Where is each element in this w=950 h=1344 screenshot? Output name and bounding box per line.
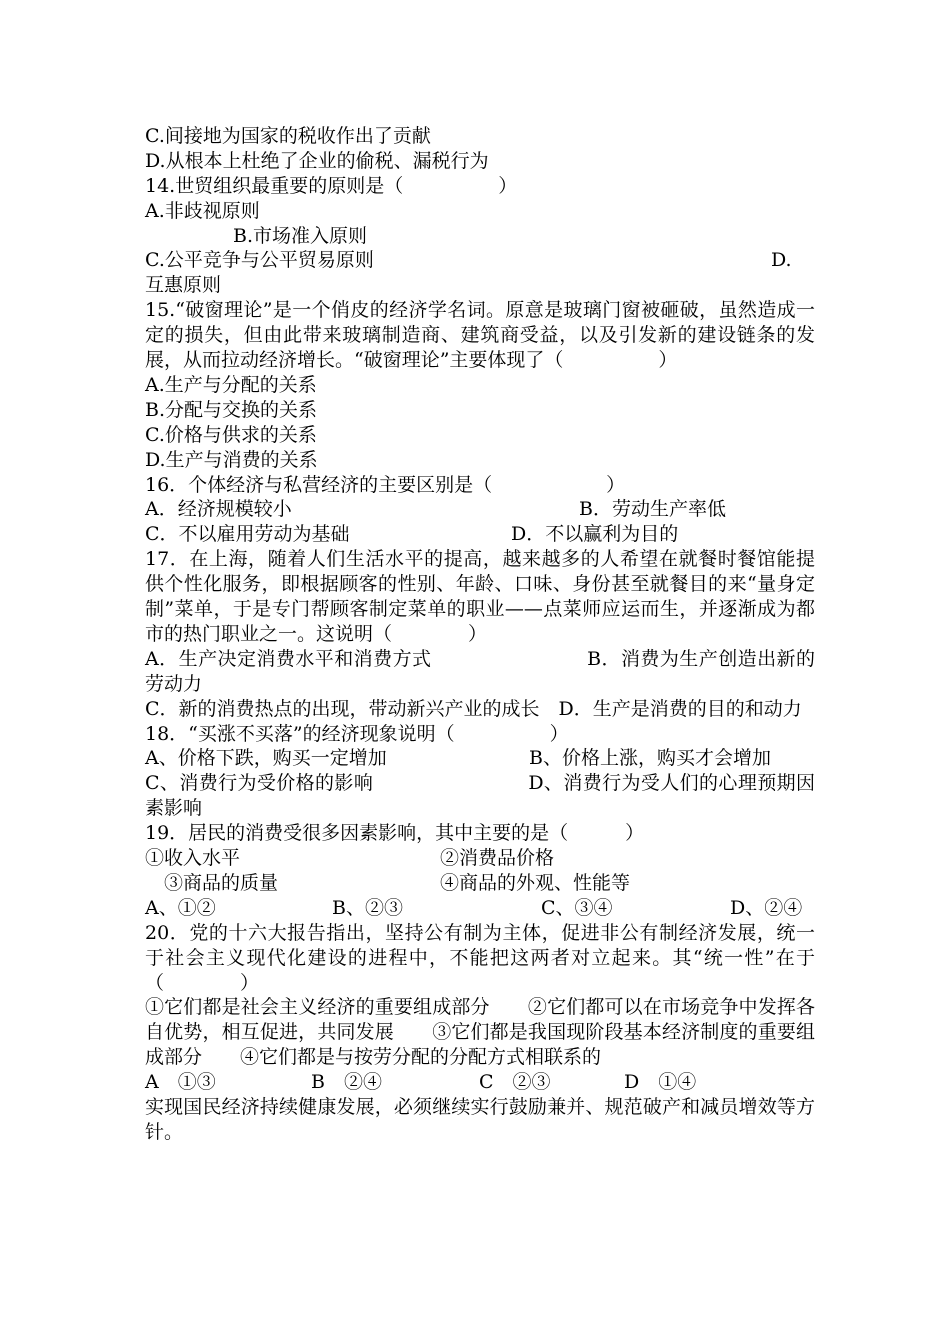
q19-item-2: ②消费品价格 — [440, 847, 555, 870]
q20-option-c: C ②③ — [479, 1071, 551, 1094]
q19-option-d: D、②④ — [730, 896, 803, 919]
q19-items-12-line — [145, 846, 815, 871]
q19-options-line — [145, 896, 815, 921]
q16-option-a: A．经济规模较小 — [145, 498, 292, 521]
q20-option-b: B ②④ — [311, 1071, 382, 1094]
q20-stem: 20．党的十六大报告指出，坚持公有制为主体，促进非公有制经济发展，统一于社会主义现代化建设的进程中，不能把这两者对立起来。其“统一性”在于（ ） — [145, 921, 815, 994]
q18-option-a: A、价格下跌，购买一定增加 — [145, 747, 387, 770]
document-page — [145, 124, 815, 1145]
q15-stem: 15.“破窗理论”是一个俏皮的经济学名词。原意是玻璃门窗被砸破，虽然造成一定的损失，但由此带来玻璃制造商、建筑商受益，以及引发新的建设链条的发展，从而拉动经济增长。“破窗理论”主要体现了（ ） — [145, 299, 815, 372]
q16-option-ab-line — [145, 497, 815, 522]
q20-option-a: A ①③ — [145, 1071, 216, 1094]
q16-option-b: B．劳动生产率低 — [579, 498, 726, 521]
q15-option-b: B.分配与交换的关系 — [145, 398, 318, 421]
q19-item-3: ③商品的质量 — [164, 871, 279, 894]
q15-option-a: A.生产与分配的关系 — [145, 373, 317, 396]
q13-option-d: D.从根本上杜绝了企业的偷税、漏税行为 — [145, 149, 489, 172]
q14-option-d-label: D. — [771, 249, 792, 272]
q17-option-cd: C．新的消费热点的出现，带动新兴产业的成长 D．生产是消费的目的和动力 — [145, 697, 802, 720]
q14-option-b-line — [145, 224, 815, 249]
q19-stem: 19．居民的消费受很多因素影响，其中主要的是（ ） — [145, 822, 645, 845]
q20-options-line — [145, 1070, 815, 1095]
q13-option-c: C.间接地为国家的税收作出了贡献 — [145, 125, 431, 147]
q16-option-cd-line — [145, 522, 815, 547]
q18-option-ab-line — [145, 746, 815, 771]
q19-item-1: ①收入水平 — [145, 847, 241, 870]
q14-option-a: A.非歧视原则 — [145, 199, 260, 222]
q14-stem: 14.世贸组织最重要的原则是（ ） — [145, 174, 518, 197]
q17-option-ab: A．生产决定消费水平和消费方式 B．消费为生产创造出新的劳动力 — [145, 647, 815, 695]
closing-paragraph: 实现国民经济持续健康发展，必须继续实行鼓励兼并、规范破产和减员增效等方针。 — [145, 1096, 815, 1143]
q16-option-c: C．不以雇用劳动为基础 — [145, 523, 350, 546]
q18-option-b: B、价格上涨，购买才会增加 — [529, 747, 771, 770]
q19-option-c: C、③④ — [541, 896, 613, 919]
q16-option-d: D．不以赢利为目的 — [511, 523, 679, 546]
q14-option-cd-line — [145, 248, 815, 273]
q19-option-a: A、①② — [145, 896, 216, 919]
q20-option-d: D ①④ — [624, 1071, 697, 1094]
q19-item-4: ④商品的外观、性能等 — [440, 871, 631, 894]
q15-option-c: C.价格与供求的关系 — [145, 423, 317, 446]
q14-option-b: B.市场准入原则 — [233, 224, 368, 247]
q19-option-b: B、②③ — [332, 896, 403, 919]
q15-option-d: D.生产与消费的关系 — [145, 448, 318, 471]
q18-stem: 18．“买涨不买落”的经济现象说明（ ） — [145, 722, 569, 745]
q16-stem: 16．个体经济与私营经济的主要区别是（ ） — [145, 473, 626, 496]
q17-stem: 17．在上海，随着人们生活水平的提高，越来越多的人希望在就餐时餐馆能提供个性化服务，即根据顾客的性别、年龄、口味、身份甚至就餐目的来“量身定制”菜单，于是专门帮顾客制定菜单的职业——点菜师应运而生，并逐渐成为都市的热门职业之一。这说明（ ） — [145, 548, 815, 645]
q14-option-d-text: 互惠原则 — [145, 274, 222, 297]
q20-items: ①它们都是社会主义经济的重要组成部分 ②它们都可以在市场竞争中发挥各自优势，相互促进，共同发展 ③它们都是我国现阶段基本经济制度的重要组成部分 ④它们都是与按劳分配的分配方式相联系的 — [145, 996, 815, 1069]
q18-option-cd: C、消费行为受价格的影响 D、消费行为受人们的心理预期因素影响 — [145, 772, 815, 820]
q19-items-34-line — [145, 871, 815, 896]
q14-option-c: C.公平竞争与公平贸易原则 — [145, 249, 374, 272]
